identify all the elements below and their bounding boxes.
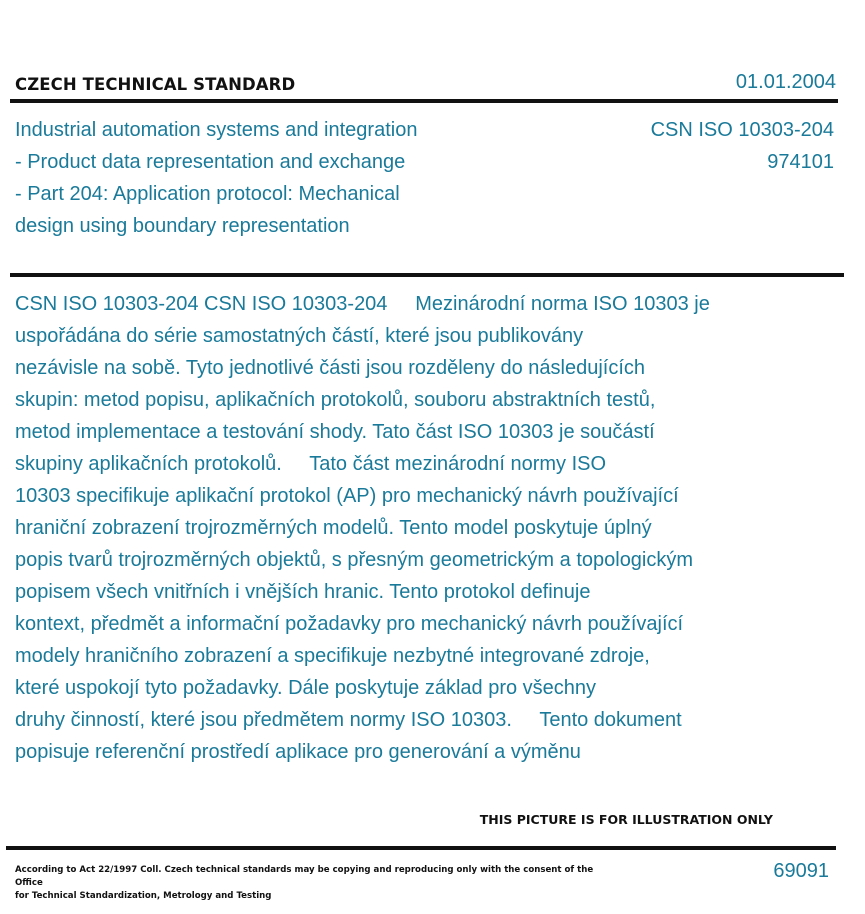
abstract-line: 10303 specifikuje aplikační protokol (AP) pro mechanický návrh používající	[15, 485, 679, 507]
standard-codes	[651, 114, 834, 178]
abstract-line: uspořádána do série samostatných částí, které jsou publikovány	[15, 325, 584, 347]
classification-number: 974101	[767, 151, 834, 173]
copyright-line: for Technical Standardization, Metrology and Testing	[15, 891, 272, 901]
abstract-line: popisuje referenční prostředí aplikace pro generování a výměnu	[15, 741, 581, 763]
copyright-notice	[15, 864, 595, 903]
abstract-line: CSN ISO 10303-204 CSN ISO 10303-204 Mezinárodní norma ISO 10303 je	[15, 293, 710, 315]
standard-designation: CSN ISO 10303-204	[650, 119, 834, 141]
abstract-line: popis tvarů trojrozměrných objektů, s přesným geometrickým a topologickým	[15, 549, 694, 571]
title-line: - Product data representation and exchange	[15, 151, 406, 173]
title-divider	[10, 273, 844, 277]
abstract-line: skupiny aplikačních protokolů. Tato část mezinárodní normy ISO	[15, 453, 607, 475]
abstract-line: druhy činností, které jsou předmětem normy ISO 10303. Tento dokument	[15, 709, 682, 731]
catalog-number: 69091	[773, 860, 829, 882]
abstract-line: metod implementace a testování shody. Tato část ISO 10303 je součástí	[15, 421, 655, 443]
abstract-line: nezávisle na sobě. Tyto jednotlivé části jsou rozděleny do následujících	[15, 357, 646, 379]
footer-divider	[6, 846, 836, 850]
document-type-label: CZECH TECHNICAL STANDARD	[15, 75, 296, 94]
standard-title	[15, 114, 475, 242]
abstract-line: hraniční zobrazení trojrozměrných modelů. Tento model poskytuje úplný	[15, 517, 652, 539]
abstract-line: modely hraničního zobrazení a specifikuje nezbytné integrované zdroje,	[15, 645, 650, 667]
abstract-line: popisem všech vnitřních i vnějších hranic. Tento protokol definuje	[15, 581, 591, 603]
header-divider	[10, 99, 838, 103]
copyright-line: According to Act 22/1997 Coll. Czech technical standards may be copying and reproducing only with the consent of the Office	[15, 865, 594, 888]
title-line: Industrial automation systems and integration	[15, 119, 418, 141]
abstract-line: které uspokojí tyto požadavky. Dále poskytuje základ pro všechny	[15, 677, 597, 699]
abstract-line: kontext, předmět a informační požadavky pro mechanický návrh používající	[15, 613, 684, 635]
illustration-notice: THIS PICTURE IS FOR ILLUSTRATION ONLY	[479, 812, 773, 827]
title-line: - Part 204: Application protocol: Mechanical	[15, 183, 400, 205]
abstract-line: skupin: metod popisu, aplikačních protokolů, souboru abstraktních testů,	[15, 389, 656, 411]
title-line: design using boundary representation	[15, 215, 350, 237]
effective-date: 01.01.2004	[735, 71, 836, 93]
abstract-text	[15, 288, 775, 768]
